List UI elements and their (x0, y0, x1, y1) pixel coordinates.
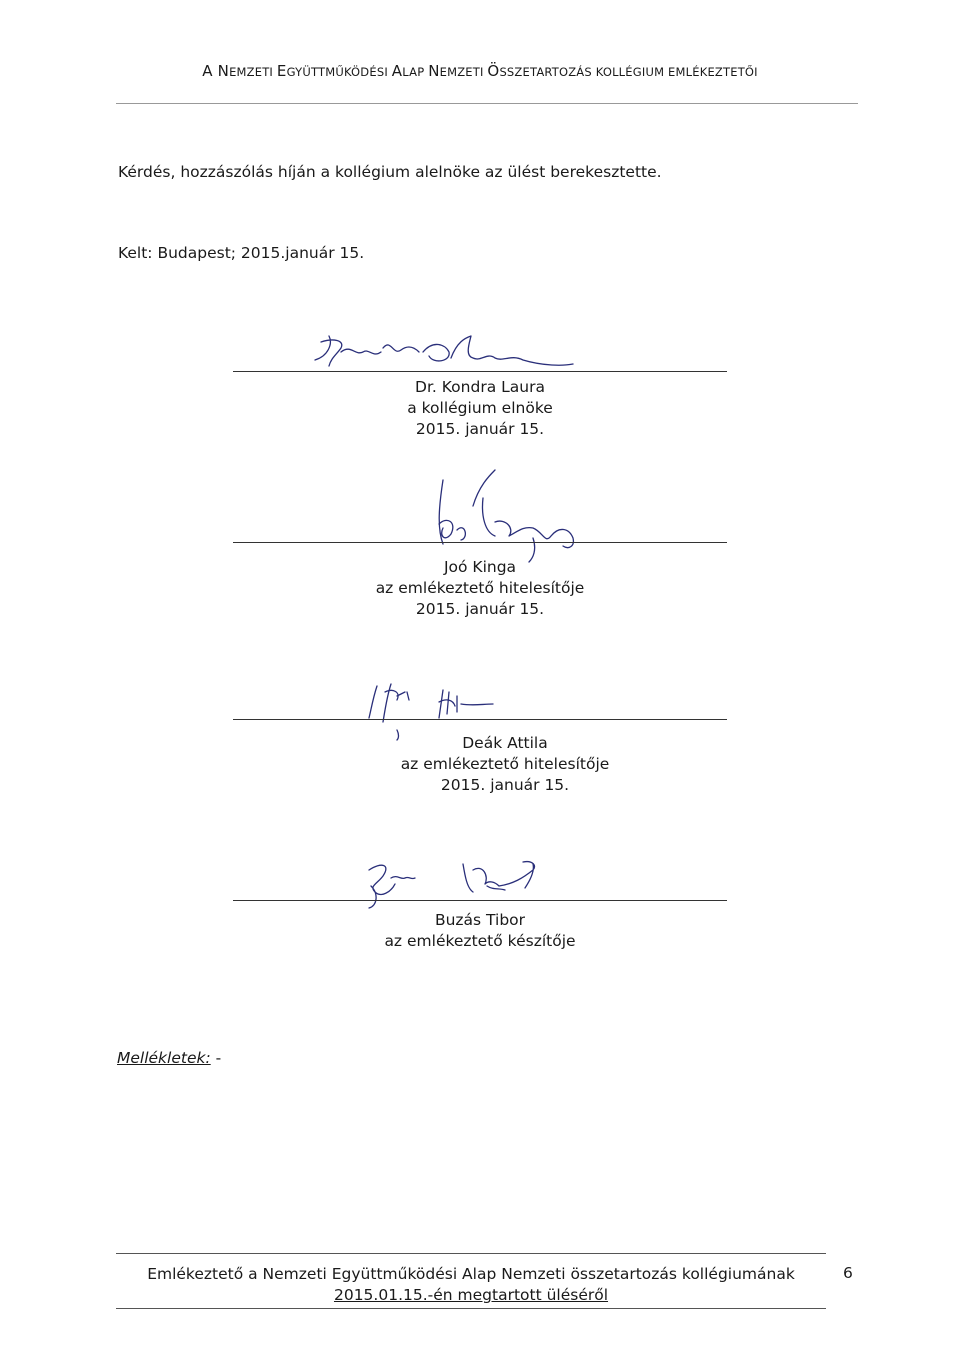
header-part: Ö (487, 62, 500, 80)
signatory-role: az emlékeztető hitelesítője (375, 579, 585, 597)
signatory-block (258, 733, 752, 796)
footer-divider (116, 1253, 826, 1254)
signatory-block (233, 910, 727, 952)
header-part: SSZETARTOZÁS KOLLÉGIUM EMLÉKEZTETŐI (499, 65, 758, 79)
header-part: A (202, 62, 218, 80)
header-part: GYÜTTMŰKÖDÉSI (286, 65, 392, 79)
signature-line (233, 371, 727, 372)
signature-kondra (233, 322, 727, 374)
page-number: 6 (843, 1264, 853, 1282)
signatory-block (233, 557, 727, 620)
footer-line-1: Emlékeztető a Nemzeti Együttműködési Alap Nemzeti összetartozás kollégiumának (147, 1265, 795, 1283)
signatory-name: Deák Attila (462, 734, 548, 752)
signatory-role: az emlékeztető hitelesítője (400, 755, 610, 773)
header-part: E (276, 62, 287, 80)
header-part: A (391, 62, 403, 80)
header-divider (116, 103, 858, 104)
signature-line (233, 900, 727, 901)
signatory-name: Buzás Tibor (434, 911, 526, 929)
signatory-role: a kollégium elnöke (407, 399, 553, 417)
signature-joo (233, 466, 727, 562)
footer-divider (116, 1308, 826, 1309)
dated-line: Kelt: Budapest; 2015.január 15. (118, 244, 365, 262)
header-part: LAP (402, 65, 429, 79)
header-part: EMZETI (229, 65, 277, 79)
footer-line-2: 2015.01.15.-én megtartott üléséről (333, 1286, 609, 1304)
attachments-line (117, 1049, 221, 1067)
closing-paragraph: Kérdés, hozzászólás híján a kollégium alelnöke az ülést berekesztette. (118, 163, 662, 181)
signature-date: 2015. január 15. (415, 420, 545, 438)
header-part: N (217, 62, 230, 80)
signatory-name: Joó Kinga (443, 558, 517, 576)
signatory-name: Dr. Kondra Laura (415, 378, 545, 396)
signature-deak (233, 678, 727, 740)
signatory-block (233, 377, 727, 440)
header-part: EMZETI (439, 65, 488, 79)
page-footer (116, 1264, 826, 1306)
signature-date: 2015. január 15. (440, 776, 570, 794)
attachments-value: - (210, 1049, 222, 1067)
signature-line (233, 542, 727, 543)
header-part: N (428, 62, 440, 80)
signatory-role: az emlékeztető készítője (384, 932, 576, 950)
document-header (0, 62, 960, 80)
signature-line (233, 719, 727, 720)
attachments-label: Mellékletek: (117, 1049, 211, 1067)
signature-date: 2015. január 15. (415, 600, 545, 618)
signature-buzas (233, 852, 727, 912)
